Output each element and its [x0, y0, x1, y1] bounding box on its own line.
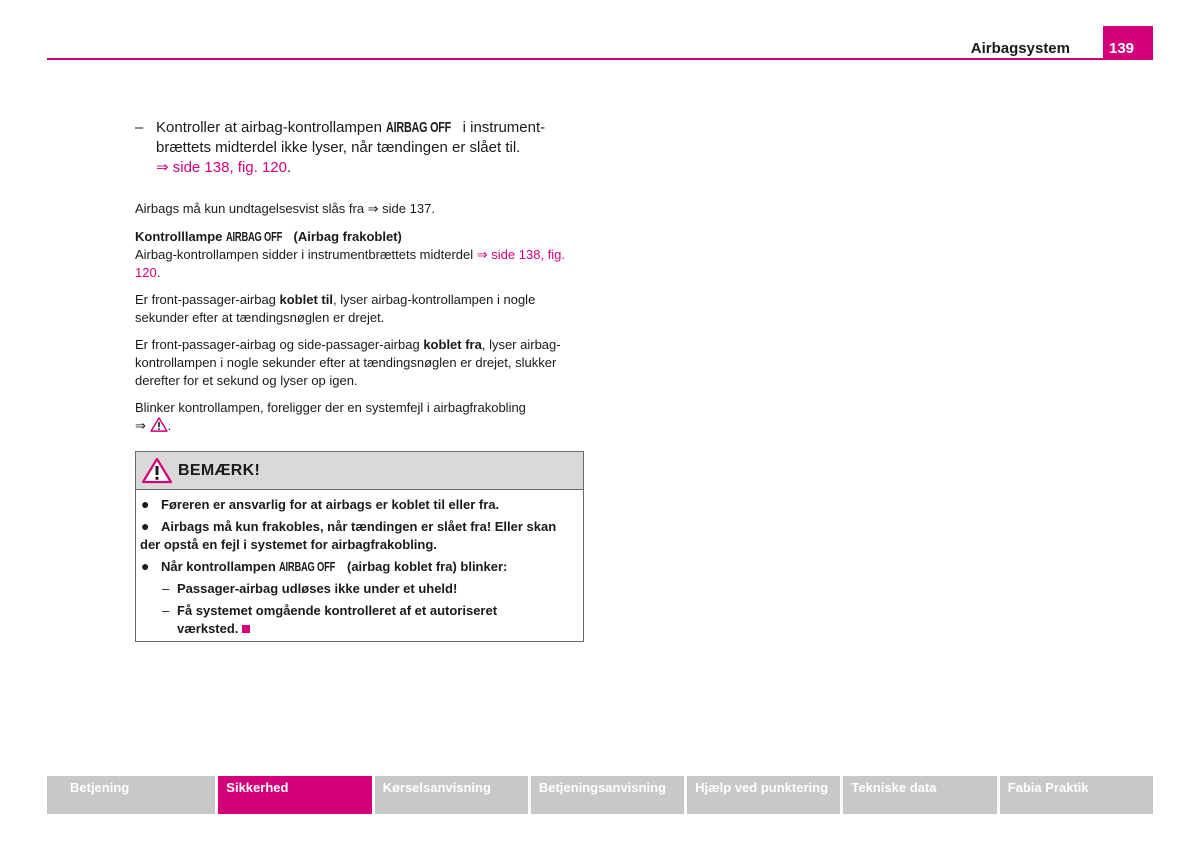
chapter-navigation	[47, 776, 1153, 814]
note-bullet-text: Føreren er ansvarlig for at airbags er koblet til eller fra.	[161, 497, 500, 512]
note-header	[136, 452, 583, 490]
airbag-off-lamp-label: AIRBAG OFF	[386, 119, 452, 136]
p4-tail: .	[167, 418, 172, 433]
main-content	[135, 118, 585, 642]
note-bullet	[140, 496, 578, 514]
location-link[interactable]: ⇒ side 138, fig. 120	[135, 247, 566, 280]
p4-arrow: ⇒	[135, 418, 146, 433]
location-tail: .	[156, 265, 161, 280]
step-dash: –	[135, 119, 144, 136]
p3-before: Er front-passager-airbag og side-passager-airbag	[135, 337, 424, 352]
tab-tekniske-data[interactable]: Tekniske data	[843, 776, 996, 814]
tab-hjaelp-ved-punktering[interactable]: Hjælp ved punktering	[687, 776, 840, 814]
end-marker-icon	[242, 625, 250, 633]
p4-text: Blinker kontrollampen, foreligger der en systemfejl i airbagfrakobling	[135, 400, 526, 415]
tab-betjeningsanvisning[interactable]: Betjeningsanvisning	[531, 776, 684, 814]
sub-dash: –	[162, 603, 170, 618]
heading-lamp-label: AIRBAG OFF	[226, 229, 283, 244]
location-text: Airbag-kontrollampen sidder i instrumentbrættets midterdel	[135, 247, 474, 262]
sub-dash: –	[162, 581, 170, 596]
bullet-icon: ●	[141, 518, 150, 534]
note-bullet	[140, 558, 578, 576]
note-sub-text-wrap	[161, 602, 578, 638]
tab-fabia-praktik[interactable]: Fabia Praktik	[1000, 776, 1153, 814]
tab-sikkerhed[interactable]: Sikkerhed	[218, 776, 371, 814]
p2-before: Er front-passager-airbag	[135, 292, 280, 307]
deactivate-paragraph: Airbags må kun undtagelsesvist slås fra ⇒ side 137.	[135, 201, 435, 216]
tab-korselsanvisning[interactable]: Kørselsanvisning	[375, 776, 528, 814]
section-title: Airbagsystem	[970, 40, 1070, 57]
connected-paragraph	[135, 291, 585, 327]
note-bullet-text-after: (airbag koblet fra) blinker:	[343, 559, 508, 574]
bullet-icon: ●	[141, 496, 150, 512]
p2-bold: koblet til	[279, 292, 333, 307]
warning-triangle-icon	[150, 417, 168, 432]
p3-bold: koblet fra	[423, 337, 482, 352]
disconnected-paragraph	[135, 336, 585, 390]
warning-triangle-icon	[141, 457, 173, 484]
step-link[interactable]: side 138, fig. 120	[168, 159, 287, 176]
step-tail: .	[287, 159, 292, 176]
p2-after: , lyser airbag-kontrollampen i nogle sekunder efter at tændingsnøglen er drejet.	[135, 292, 536, 325]
fault-paragraph	[135, 399, 585, 435]
instruction-step	[135, 118, 585, 178]
section-heading	[135, 228, 585, 246]
note-bullet-text: Når kontrollampen	[161, 559, 276, 574]
tab-betjening[interactable]: Betjening	[47, 776, 215, 814]
p3-after: , lyser airbag-kontrollampen i nogle sekunder efter at tændingsnøglen er drejet, slukker derefter for et sekund og lyser op igen.	[135, 337, 561, 388]
note-sub-item	[140, 580, 578, 598]
note-sub-item	[140, 602, 578, 638]
note-bullet-text: Airbags må kun frakobles, når tændingen er slået fra! Eller skan der opstå en fejl i systemet for airbagfrakobling.	[140, 519, 557, 552]
heading-after: (Airbag frakoblet)	[289, 229, 402, 244]
warning-note-box	[135, 451, 584, 642]
location-paragraph	[135, 246, 585, 282]
step-text-after: i instrument-brættets midterdel ikke lyser, når tændingen er slået til.	[156, 119, 546, 156]
note-lamp-label: AIRBAG OFF	[279, 559, 336, 574]
note-sub-text: Få systemet omgående kontrolleret af et autoriseret værksted.	[177, 603, 498, 636]
note-title: BEMÆRK!	[178, 462, 261, 479]
bullet-icon: ●	[141, 558, 150, 574]
note-sub-text: Passager-airbag udløses ikke under et uheld!	[177, 581, 458, 596]
step-text-before: Kontroller at airbag-kontrollampen	[156, 119, 382, 136]
header-rule	[47, 58, 1153, 60]
note-body	[136, 490, 583, 641]
step-arrow[interactable]: ⇒	[156, 159, 169, 176]
page-number: 139	[1103, 26, 1153, 60]
note-bullet	[140, 518, 578, 554]
heading-before: Kontrolllampe	[135, 229, 223, 244]
